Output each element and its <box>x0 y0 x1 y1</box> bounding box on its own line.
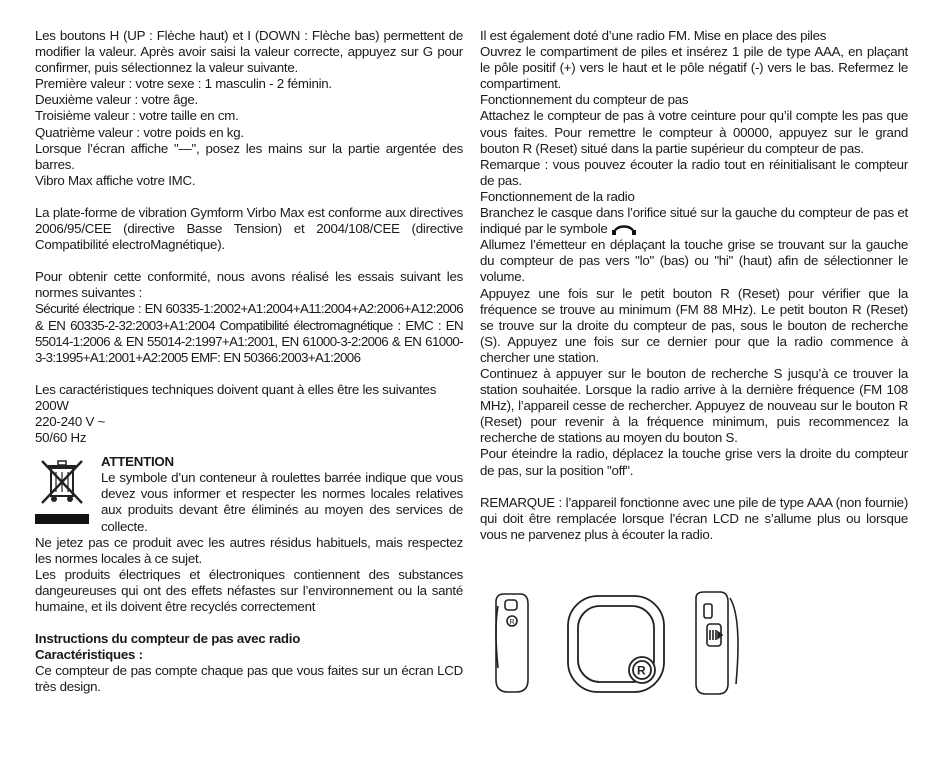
paragraph-radio-intro: Il est également doté d’une radio FM. Mise en place des piles <box>480 28 827 43</box>
value-line-2: Deuxième valeur : votre âge. <box>35 92 198 108</box>
paragraph-specs: Les caractéristiques techniques doivent quant à elles être les suivantes <box>35 381 437 397</box>
section-heading-instructions: Instructions du compteur de pas avec radio <box>35 631 301 647</box>
paragraph-disposal: Ne jetez pas ce produit avec les autres résidus habituels, mais respectez les normes locales à ce sujet. <box>35 534 463 566</box>
paragraph-volume: Allumez l’émetteur en déplaçant la touche grise se trouvant sur la gauche du compteur de pas vers "lo" (bas) ou "hi" (haut) afin de sélectionner le volume. <box>480 237 908 285</box>
paragraph-note: REMARQUE : l’appareil fonctionne avec une pile de type AAA (non fournie) qui doit être remplacée lorsque l’écran LCD ne s’allume plus ou lorsque vous ne parvenez plus à écouter la radio. <box>480 494 908 542</box>
value-line-3: Troisième valeur : votre taille en cm. <box>35 108 239 124</box>
svg-text:R: R <box>509 619 515 626</box>
spec-frequency: 50/60 Hz <box>35 430 87 446</box>
value-line-4: Quatrième valeur : votre poids en kg. <box>35 124 244 140</box>
headphone-icon <box>611 221 637 235</box>
device-side-left <box>496 594 528 692</box>
svg-text:R: R <box>637 663 646 678</box>
weee-bar <box>35 514 89 524</box>
paragraph-hazard: Les produits électriques et électroniques contiennent des substances dangeureuses qui ont des effets néfastes sur l’environnement ou la santé humaine, et ils doivent être recyclés correctement <box>35 566 463 614</box>
weee-crossed-bin-icon <box>39 458 85 504</box>
attention-text: Le symbole d’un conteneur à roulettes barrée indique que vous devez vous informer et respecter les normes locales relatives aux produits devant être éliminés au moyen des services de collecte. <box>101 470 463 534</box>
paragraph-search: Continuez à appuyer sur le bouton de recherche S jusqu’à ce trouver la station souhaitée. Lorsque la radio arrive à la dernière fréquence (FM 108 MHz), l’appareil cesse de rechercher. Appuyez de nouveau sur le bouton R (Reset) pour revenir à la fréquence minimum, puis recommencez la recherche de stations au moyen du bouton S. <box>480 365 908 446</box>
spec-voltage: 220-240 V ~ <box>35 413 106 429</box>
paragraph-pedometer: Attachez le compteur de pas à votre ceinture pour qu’il compte les pas que vous faites. Pour remettre le compteur à 00000, appuyez sur le grand bouton R (Reset) situé dans la partie supérieur du compteur de pas. <box>480 108 908 156</box>
paragraph-battery: Ouvrez le compartiment de piles et insérez 1 pile de type AAA, en plaçant le pôle positif (+) vers le haut et le pôle négatif (-) vers le bas. Refermez le compartiment. <box>480 44 908 92</box>
paragraph-standards: Sécurité électrique : EN 60335-1:2002+A1:2004+A11:2004+A2:2006+A12:2006 & EN 60335-2-32:2003+A1:2004 Compatibilité électromagnétique : EMC : EN 55014-1:2006 & EN 55014-2:1997+A1:2001, EN 61000-3-2:2006 & EN 61000-3-3:1995+A1:2001+A2:2005 EMF: EN 50366:2003+A1:2006 <box>35 301 463 365</box>
paragraph-buttons: Les boutons H (UP : Flèche haut) et I (DOWN : Flèche bas) permettent de modifier la valeur. Après avoir saisi la valeur correcte, appuyez sur G pour confirmer, puis sélectionnez la valeur suivante. <box>35 28 463 76</box>
value-line-6: Vibro Max affiche votre IMC. <box>35 172 196 188</box>
paragraph-tests: Pour obtenir cette conformité, nous avons réalisé les essais suivant les normes suivantes : <box>35 269 463 301</box>
heading-pedometer-operation: Fonctionnement du compteur de pas <box>480 92 689 108</box>
paragraph-features: Ce compteur de pas compte chaque pas que vous faites sur un écran LCD très design. <box>35 663 463 695</box>
paragraph-power-off: Pour éteindre la radio, déplacez la touche grise vers la droite du compteur de pas, sur la position "off". <box>480 446 908 478</box>
paragraph-conformity: La plate-forme de vibration Gymform Virbo Max est conforme aux directives 2006/95/CEE (directive Basse Tension) et 2004/108/CEE (directive Compatibilité electroMagnétique). <box>35 204 463 253</box>
device-side-right <box>696 592 738 694</box>
heading-radio-operation: Fonctionnement de la radio <box>480 188 635 204</box>
attention-block <box>35 454 463 534</box>
spec-power: 200W <box>35 397 69 413</box>
attention-title: ATTENTION <box>101 454 174 470</box>
value-line-1: Première valeur : votre sexe : 1 masculin - 2 féminin. <box>35 76 332 92</box>
right-column <box>480 28 908 543</box>
section-heading-features: Caractéristiques : <box>35 647 143 663</box>
device-front <box>568 596 664 692</box>
paragraph-headphones <box>480 205 908 237</box>
paragraph-reset: Appuyez une fois sur le petit bouton R (Reset) pour vérifier que la fréquence se trouve au minimum (FM 88 MHz). Le petit bouton R (Reset) se trouve sur la droite du compteur de pas, sous le bouton de recherche (S). Appuyez une fois sur ce dernier pour que la radio commence à chercher une station. <box>480 285 908 365</box>
headphones-text: Branchez le casque dans l’orifice situé sur la gauche du compteur de pas et indiqué par le symbole <box>480 205 908 237</box>
left-column <box>35 28 463 695</box>
value-line-5: Lorsque l’écran affiche "—", posez les mains sur la partie argentée des barres. <box>35 140 463 172</box>
pedometer-illustration <box>490 588 750 700</box>
paragraph-remark: Remarque : vous pouvez écouter la radio tout en réinitialisant le compteur de pas. <box>480 156 908 188</box>
